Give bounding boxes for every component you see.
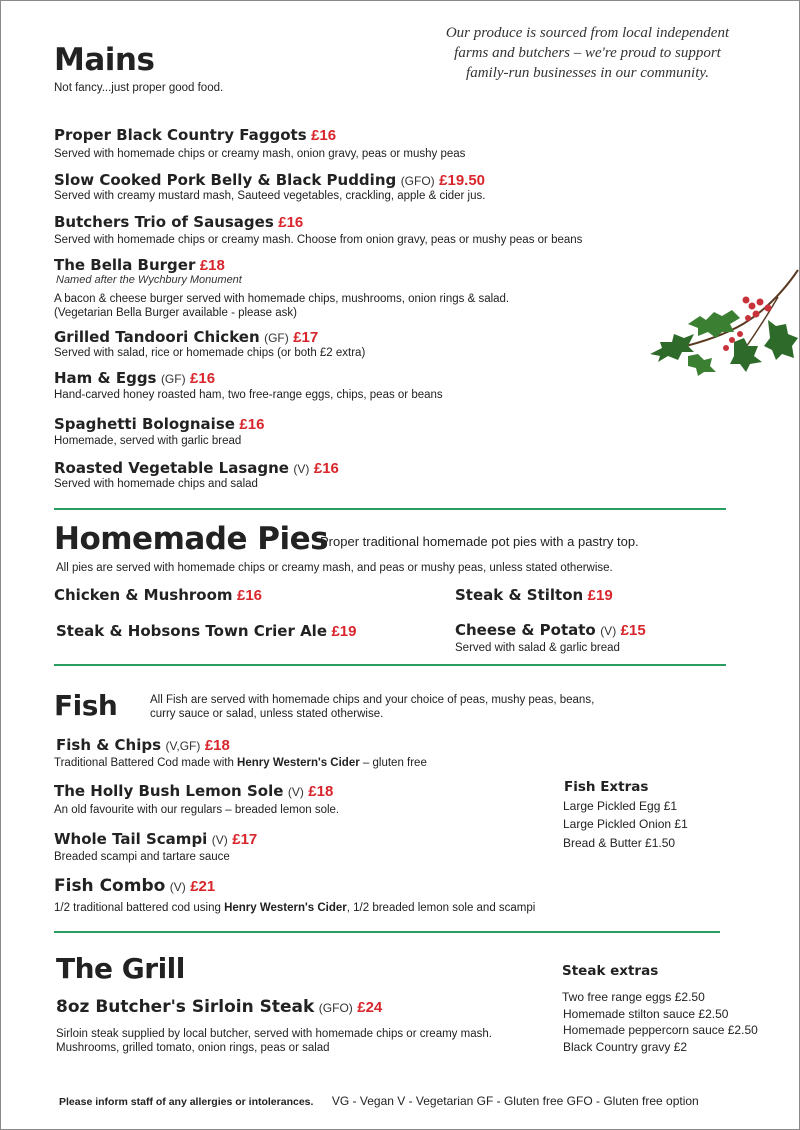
item-description: Served with homemade chips or creamy mash. Choose from onion gravy, peas or mushy peas or beans [54,234,583,246]
item-price: £16 [190,370,216,387]
item-name: Slow Cooked Pork Belly & Black Pudding [54,171,397,189]
item-name: Steak & Hobsons Town Crier Ale [56,622,327,640]
mains-subtitle: Not fancy...just proper good food. [54,82,224,94]
item-name: Chicken & Mushroom [54,586,233,604]
item-diet-tag: (GFO) [318,1001,353,1015]
grill-heading: The Grill [56,952,185,985]
cider-brand: Henry Western's Cider [224,902,347,914]
item-price: £16 [278,214,304,231]
menu-item [54,586,262,605]
item-name: 8oz Butcher's Sirloin Steak [56,997,315,1017]
item-diet-tag: (V) [169,880,186,894]
item-note: Named after the Wychbury Monument [56,274,242,286]
item-diet-tag: (V) [293,462,310,476]
extra-item: Black Country gravy £2 [563,1040,688,1054]
item-description: Served with salad, rice or homemade chips (or both £2 extra) [54,347,366,359]
extra-item: Homemade stilton sauce £2.50 [563,1007,729,1021]
item-price: £16 [239,416,265,433]
menu-item [54,328,318,347]
item-description: (Vegetarian Bella Burger available - please ask) [54,307,297,319]
pies-heading: Homemade Pies [54,521,329,557]
pies-note: All pies are served with homemade chips or creamy mash, and peas or mushy peas, unless stated otherwise. [56,562,613,574]
item-diet-tag: (GF) [160,372,186,386]
menu-item [56,736,230,755]
item-description [54,757,427,769]
sourcing-line: family-run businesses in our community. [466,65,709,81]
item-price: £17 [232,831,258,848]
extra-item: Large Pickled Egg £1 [563,799,678,813]
item-price: £16 [311,127,337,144]
menu-item [56,622,356,641]
menu-item [54,830,257,849]
extra-item: Large Pickled Onion £1 [563,817,688,831]
allergy-notice: Please inform staff of any allergies or intolerances. [59,1096,314,1108]
fish-heading: Fish [54,689,118,722]
menu-item [54,415,264,434]
item-name: Cheese & Potato [455,621,596,639]
dietary-key: VG - Vegan V - Vegetarian GF - Gluten free GFO - Gluten free option [331,1094,699,1108]
item-diet-tag: (V) [600,624,617,638]
item-price: £16 [313,460,339,477]
description-text: – gluten free [359,757,427,769]
item-name: The Holly Bush Lemon Sole [54,782,284,800]
item-price: £19 [331,623,357,640]
fish-note: All Fish are served with homemade chips and your choice of peas, mushy peas, beans, [150,694,595,706]
footer [59,1092,699,1110]
item-price: £18 [204,737,230,754]
item-price: £18 [199,257,225,274]
item-price: £19 [587,587,613,604]
item-diet-tag: (GFO) [400,174,435,188]
item-name: Grilled Tandoori Chicken [54,328,260,346]
menu-item [54,256,225,275]
item-name: The Bella Burger [54,256,196,274]
item-name: Ham & Eggs [54,369,157,387]
item-name: Roasted Vegetable Lasagne [54,459,289,477]
fish-note: curry sauce or salad, unless stated otherwise. [150,708,384,720]
item-name: Spaghetti Bolognaise [54,415,235,433]
menu-item [54,876,215,896]
item-price: £21 [190,878,216,895]
item-name: Fish Combo [54,876,166,896]
menu-item [54,369,215,388]
menu-item [54,213,303,232]
item-description: An old favourite with our regulars – breaded lemon sole. [54,804,340,816]
item-diet-tag: (V) [211,833,228,847]
item-name: Whole Tail Scampi [54,830,208,848]
item-price: £18 [308,783,334,800]
sourcing-line: Our produce is sourced from local independent [445,25,730,41]
item-price: £16 [236,587,263,604]
extra-item: Two free range eggs £2.50 [562,990,705,1004]
item-diet-tag: (V) [287,785,304,799]
menu-item [455,621,646,640]
item-description: Hand-carved honey roasted ham, two free-range eggs, chips, peas or beans [54,389,443,401]
item-diet-tag: (GF) [264,331,289,345]
sourcing-statement [420,23,755,83]
item-name: Proper Black Country Faggots [54,126,307,144]
item-description: Served with creamy mustard mash, Sauteed vegetables, crackling, apple & cider jus. [54,190,486,202]
item-description: Breaded scampi and tartare sauce [54,851,230,863]
mains-heading: Mains [54,42,155,78]
menu-item [455,586,613,605]
description-text: 1/2 traditional battered cod using [54,902,225,914]
extra-item: Homemade peppercorn sauce £2.50 [563,1023,758,1037]
pies-tagline: Proper traditional homemade pot pies with a pastry top. [320,534,639,549]
item-price: £17 [293,329,319,346]
fish-extras-heading: Fish Extras [564,779,649,795]
menu-item [56,997,382,1017]
item-price: £19.50 [439,172,486,189]
menu-item [54,171,485,190]
item-description: Mushrooms, grilled tomato, onion rings, peas or salad [56,1042,330,1054]
steak-extras-heading: Steak extras [562,963,659,979]
item-name: Steak & Stilton [455,586,584,604]
cider-brand: Henry Western's Cider [237,757,360,769]
item-diet-tag: (V,GF) [165,739,201,753]
item-price: £24 [357,999,383,1016]
menu-item [54,782,333,801]
item-description: Served with homemade chips or creamy mash, onion gravy, peas or mushy peas [54,148,466,160]
section-divider [54,508,726,510]
item-description: A bacon & cheese burger served with homemade chips, mushrooms, onion rings & salad. [54,293,510,305]
section-divider [54,664,726,666]
sourcing-line: farms and butchers – we're proud to support [454,45,721,61]
item-description: Sirloin steak supplied by local butcher, served with homemade chips or creamy mash. [56,1028,492,1040]
description-text: , 1/2 breaded lemon sole and scampi [346,902,536,914]
item-price: £15 [620,622,646,639]
description-text: Traditional Battered Cod made with [54,757,238,769]
menu-item [54,459,339,478]
menu-item [54,126,336,145]
item-description: Served with salad & garlic bread [455,642,620,654]
item-name: Butchers Trio of Sausages [54,213,274,231]
section-divider [54,931,720,933]
item-description: Homemade, served with garlic bread [54,435,242,447]
item-description: Served with homemade chips and salad [54,478,258,490]
item-name: Fish & Chips [56,736,162,754]
extra-item: Bread & Butter £1.50 [563,836,676,850]
holly-icon [648,262,800,376]
item-description [54,902,535,914]
